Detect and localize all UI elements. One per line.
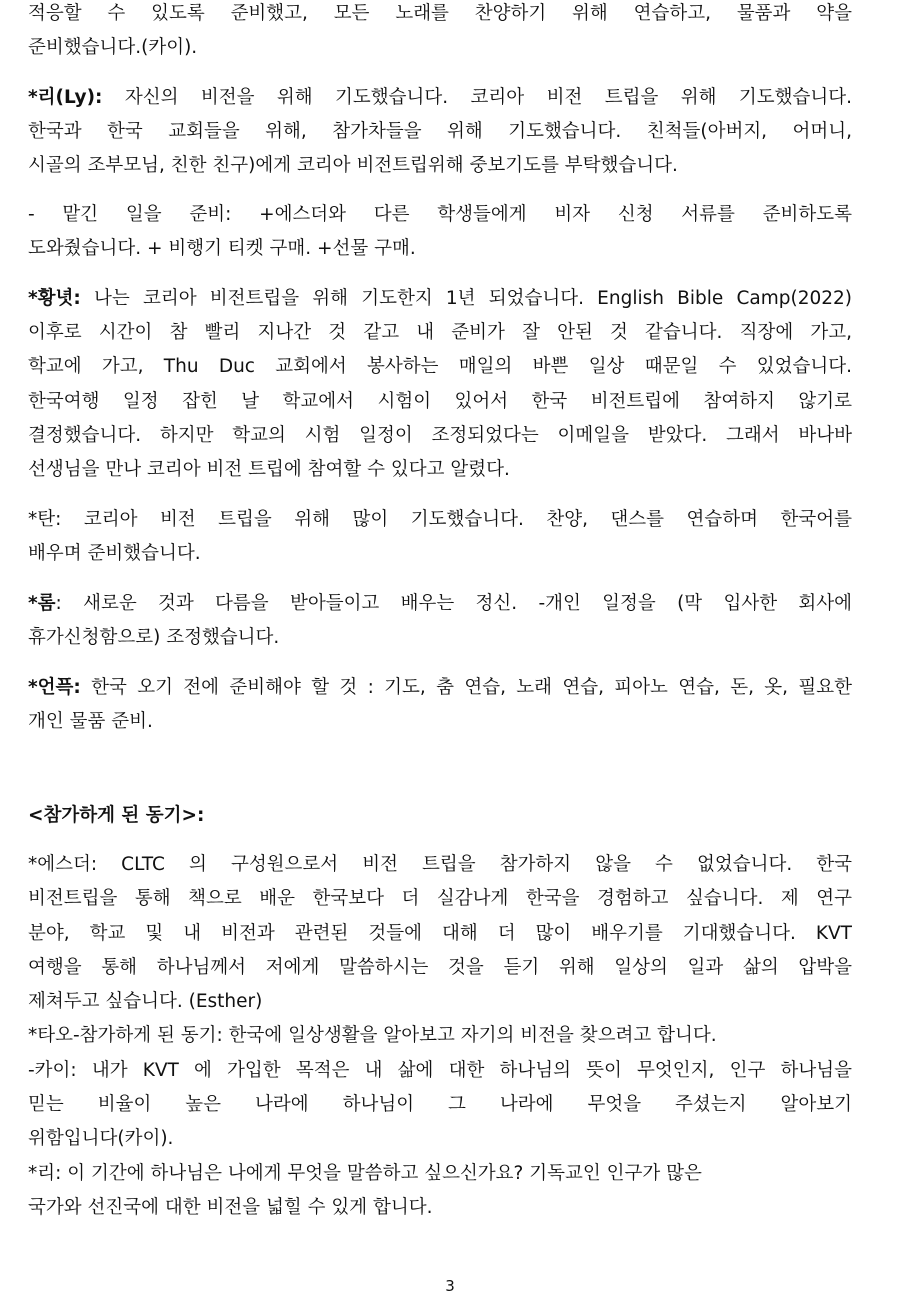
ly-motivation-line: 국가와 선진국에 대한 비전을 넓힐 수 있게 합니다. <box>28 1197 433 1218</box>
kai-paragraph-line: 믿는 비율이 높은 나라에 하나님이 그 나라에 무엇을 주셨는지 알아보기 <box>28 1094 852 1115</box>
kai-paragraph-line: 위함입니다(카이). <box>28 1128 174 1149</box>
rom-label: *롬 <box>28 593 56 614</box>
unjuk-paragraph-line: 개인 물품 준비. <box>28 711 153 732</box>
tao-paragraph-line: *타오-참가하게 된 동기: 한국에 일상생활을 알아보고 자기의 비전을 찾으려고 합니다. <box>28 1025 717 1046</box>
intro-line: 적응할 수 있도록 준비했고, 모든 노래를 찬양하기 위해 연습하고, 물품과 약을 <box>28 3 852 24</box>
hoangnhat-paragraph-line: 학교에 가고, Thu Duc 교회에서 봉사하는 매일의 바쁜 일상 때문일 수 있었습니다. <box>28 356 852 377</box>
tan-paragraph-line: 배우며 준비했습니다. <box>28 543 201 564</box>
hoangnhat-paragraph-line: 선생님을 만나 코리아 비전 트립에 참여할 수 있다고 알렸다. <box>28 459 510 480</box>
tasks-line: 도와줬습니다. + 비행기 티켓 구매. +선물 구매. <box>28 238 416 259</box>
esther-paragraph-line: 비전트립을 통해 책으로 배운 한국보다 더 실감나게 한국을 경험하고 싶습니다. 제 연구 <box>28 888 852 909</box>
rom-paragraph-line: 휴가신청함으로) 조정했습니다. <box>28 627 280 648</box>
page-number: 3 <box>445 1277 455 1295</box>
hoangnhat-paragraph-line: *황녓: 나는 코리아 비전트립을 위해 기도한지 1년 되었습니다. English Bible Camp(2022) <box>28 288 852 309</box>
tasks-line: - 맡긴 일을 준비: +에스더와 다른 학생들에게 비자 신청 서류를 준비하도록 <box>28 204 852 225</box>
esther-paragraph-line: 제쳐두고 싶습니다. (Esther) <box>28 991 263 1012</box>
hoangnhat-label: *황녓: <box>28 288 81 309</box>
hoangnhat-paragraph-line: 이후로 시간이 참 빨리 지나간 것 같고 내 준비가 잘 안된 것 같습니다. 직장에 가고, <box>28 322 852 343</box>
hoangnhat-paragraph-line: 한국여행 일정 잡힌 날 학교에서 시험이 있어서 한국 비전트립에 참여하지 않기로 <box>28 391 852 412</box>
motivation-heading: <참가하게 된 동기>: <box>28 805 205 826</box>
hoangnhat-paragraph-line: 결정했습니다. 하지만 학교의 시험 일정이 조정되었다는 이메일을 받았다. 그래서 바나바 <box>28 425 852 446</box>
esther-paragraph-line: 여행을 통해 하나님께서 저에게 말씀하시는 것을 듣기 위해 일상의 일과 삶의 압박을 <box>28 957 852 978</box>
ly-motivation-line: *리: 이 기간에 하나님은 나에게 무엇을 말씀하고 싶으신가요? 기독교인 인구가 많은 <box>28 1163 702 1184</box>
ly-paragraph-line: *리(Ly): 자신의 비전을 위해 기도했습니다. 코리아 비전 트립을 위해 기도했습니다. <box>28 87 852 108</box>
rom-paragraph-line: *롬: 새로운 것과 다름을 받아들이고 배우는 정신. -개인 일정을 (막 입사한 회사에 <box>28 593 852 614</box>
intro-line: 준비했습니다.(카이). <box>28 37 198 58</box>
tan-paragraph-line: *탄: 코리아 비전 트립을 위해 많이 기도했습니다. 찬양, 댄스를 연습하며 한국어를 <box>28 509 852 530</box>
ly-label: *리(Ly): <box>28 87 103 108</box>
kai-paragraph-line: -카이: 내가 KVT 에 가입한 목적은 내 삶에 대한 하나님의 뜻이 무엇인지, 인구 하나님을 <box>28 1060 852 1081</box>
unjuk-label: *언픅: <box>28 677 81 698</box>
unjuk-paragraph-line: *언픅: 한국 오기 전에 준비해야 할 것 : 기도, 춤 연습, 노래 연습, 피아노 연습, 돈, 옷, 필요한 <box>28 677 852 698</box>
esther-paragraph-line: *에스더: CLTC 의 구성원으로서 비전 트립을 참가하지 않을 수 없었습니다. 한국 <box>28 854 852 875</box>
ly-paragraph-line: 시골의 조부모님, 친한 친구)에게 코리아 비전트립위해 중보기도를 부탁했습니다. <box>28 155 678 176</box>
ly-paragraph-line: 한국과 한국 교회들을 위해, 참가차들을 위해 기도했습니다. 친척들(아버지, 어머니, <box>28 121 852 142</box>
esther-paragraph-line: 분야, 학교 및 내 비전과 관련된 것들에 대해 더 많이 배우기를 기대했습니다. KVT <box>28 923 852 944</box>
